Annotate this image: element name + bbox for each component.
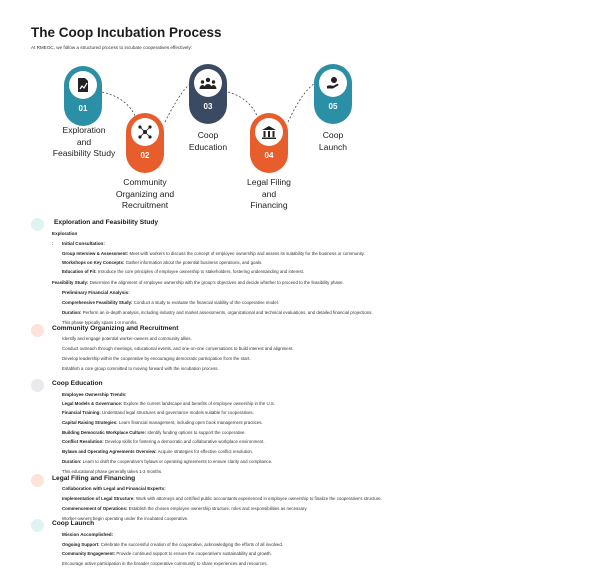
list-item: Conflict Resolution: Develop skills for fostering a democratic and collaborative workplace environment. bbox=[62, 439, 265, 444]
list-item: Financial Training: Understand legal structures and governance models suitable for cooperatives. bbox=[62, 410, 254, 415]
subsection-title: Collaboration with Legal and Financial Experts: bbox=[62, 486, 166, 491]
section-title: Coop Education bbox=[52, 380, 103, 387]
launch-hand-icon bbox=[319, 69, 347, 97]
section-marker-icon bbox=[31, 324, 44, 337]
list-item: Workshops on Key Concepts: Gather information about the potential business operations, and goals. bbox=[62, 260, 263, 265]
list-item: Worker-owners begin operating under the incubated cooperative. bbox=[62, 516, 189, 521]
list-item: Establish a core group committed to moving forward with the incubation process. bbox=[62, 366, 219, 371]
list-item: Education of Fit: Introduce the core principles of employee ownership to stakeholders, fostering understanding and interest. bbox=[62, 269, 305, 274]
section-title: Community Organizing and Recruitment bbox=[52, 325, 179, 332]
section-title: Legal Filing and Financing bbox=[52, 475, 136, 482]
process-diagram bbox=[0, 0, 600, 215]
list-item: Identify and engage potential worker-owners and community allies. bbox=[62, 336, 192, 341]
subsection-title: Employee Ownership Trends: bbox=[62, 392, 127, 397]
list-item: Implementation of Legal Structure: Work with attorneys and certified public accountants experienced in employee ownership to finalize the cooperative's structure. bbox=[62, 496, 382, 501]
list-item: Ongoing Support: Celebrate the successful creation of the cooperative, acknowledging the efforts of all involved. bbox=[62, 542, 284, 547]
list-item: This phase typically spans 1-3 months. bbox=[62, 320, 138, 325]
step-number: 01 bbox=[78, 104, 88, 113]
list-item: Bylaws and Operating Agreements Overview: Acquire strategies for effective conflict resolution. bbox=[62, 449, 254, 454]
list-item: Legal Models & Governance: Explore the current landscape and benefits of employee ownership in the U.S. bbox=[62, 401, 276, 406]
section-marker-icon bbox=[31, 519, 44, 532]
step-01-marker bbox=[64, 66, 102, 126]
subsection-title: Exploration bbox=[52, 231, 78, 236]
list-item: Develop leadership within the cooperative by encouraging democratic participation from the start. bbox=[62, 356, 251, 361]
section-marker-icon bbox=[31, 218, 44, 231]
intro-text: At RMEOC, we follow a structured process to incubate cooperatives effectively: bbox=[31, 45, 193, 50]
step-number: 03 bbox=[203, 102, 213, 111]
subsection-title: Mission Accomplished: bbox=[62, 532, 114, 537]
list-item: Community Engagement: Provide continued support to ensure the cooperative's sustainability and growth. bbox=[62, 551, 272, 556]
step-05-marker bbox=[314, 64, 352, 124]
section-marker-icon bbox=[31, 379, 44, 392]
people-group-icon bbox=[194, 69, 222, 97]
step-number: 04 bbox=[264, 151, 274, 160]
step-03-marker bbox=[189, 64, 227, 124]
section-marker-icon bbox=[31, 474, 44, 487]
step-02-label: Community Organizing and Recruitment bbox=[115, 177, 175, 210]
section-title: Exploration and Feasibility Study bbox=[54, 219, 159, 226]
step-04-label: Legal Filing and Financing bbox=[247, 177, 291, 210]
section-title: Coop Launch bbox=[52, 520, 95, 527]
list-bullet: : bbox=[52, 241, 54, 246]
list-item: Comprehensive Feasibility Study: Conduct a study to evaluate the financial viability of the cooperative model. bbox=[62, 300, 279, 305]
step-number: 02 bbox=[140, 151, 150, 160]
list-item: Capital Raising Strategies: Learn financial management, including open book management practices. bbox=[62, 420, 263, 425]
list-item: This educational phase generally takes 1-3 months. bbox=[62, 469, 163, 474]
page-title: The Coop Incubation Process bbox=[31, 25, 222, 40]
step-03-label: Coop Education bbox=[188, 130, 228, 152]
subsection-title: Initial Consultation: bbox=[62, 241, 105, 246]
network-icon bbox=[131, 118, 159, 146]
step-number: 05 bbox=[328, 102, 338, 111]
step-04-marker bbox=[250, 113, 288, 173]
step-01-label: Exploration and Feasibility Study bbox=[52, 125, 116, 158]
subsection-title: Preliminary Financial Analysis: bbox=[62, 290, 130, 295]
list-item: Building Democratic Workplace Culture: Identify funding options to support the cooperative. bbox=[62, 430, 246, 435]
list-item: Duration: Perform an in-depth analysis, including industry and market assessments, organizational and technical evaluations, and detailed financial projections. bbox=[62, 310, 373, 315]
document-chart-icon bbox=[69, 71, 97, 99]
list-item: Conduct outreach through meetings, educational events, and one-on-one conversations to build interest and alignment. bbox=[62, 346, 294, 351]
list-item: Group Interview & Assessment: Meet with workers to discuss the concept of employee ownership and assess its suitability for the business or community. bbox=[62, 251, 365, 256]
list-item: Feasibility Study: Determine the alignment of employee ownership with the group's objectives and decide whether to proceed to the feasibility phase. bbox=[52, 280, 344, 285]
bank-icon bbox=[255, 118, 283, 146]
step-02-marker bbox=[126, 113, 164, 173]
step-05-label: Coop Launch bbox=[318, 130, 348, 152]
list-item: Encourage active participation in the broader cooperative community to share experiences and resources. bbox=[62, 561, 268, 566]
list-item: Commencement of Operations: Establish the chosen employee ownership structure, roles and responsibilities as necessary. bbox=[62, 506, 308, 511]
list-item: Duration: Learn to draft the cooperative's bylaws or operating agreements to ensure clarity and compliance. bbox=[62, 459, 273, 464]
